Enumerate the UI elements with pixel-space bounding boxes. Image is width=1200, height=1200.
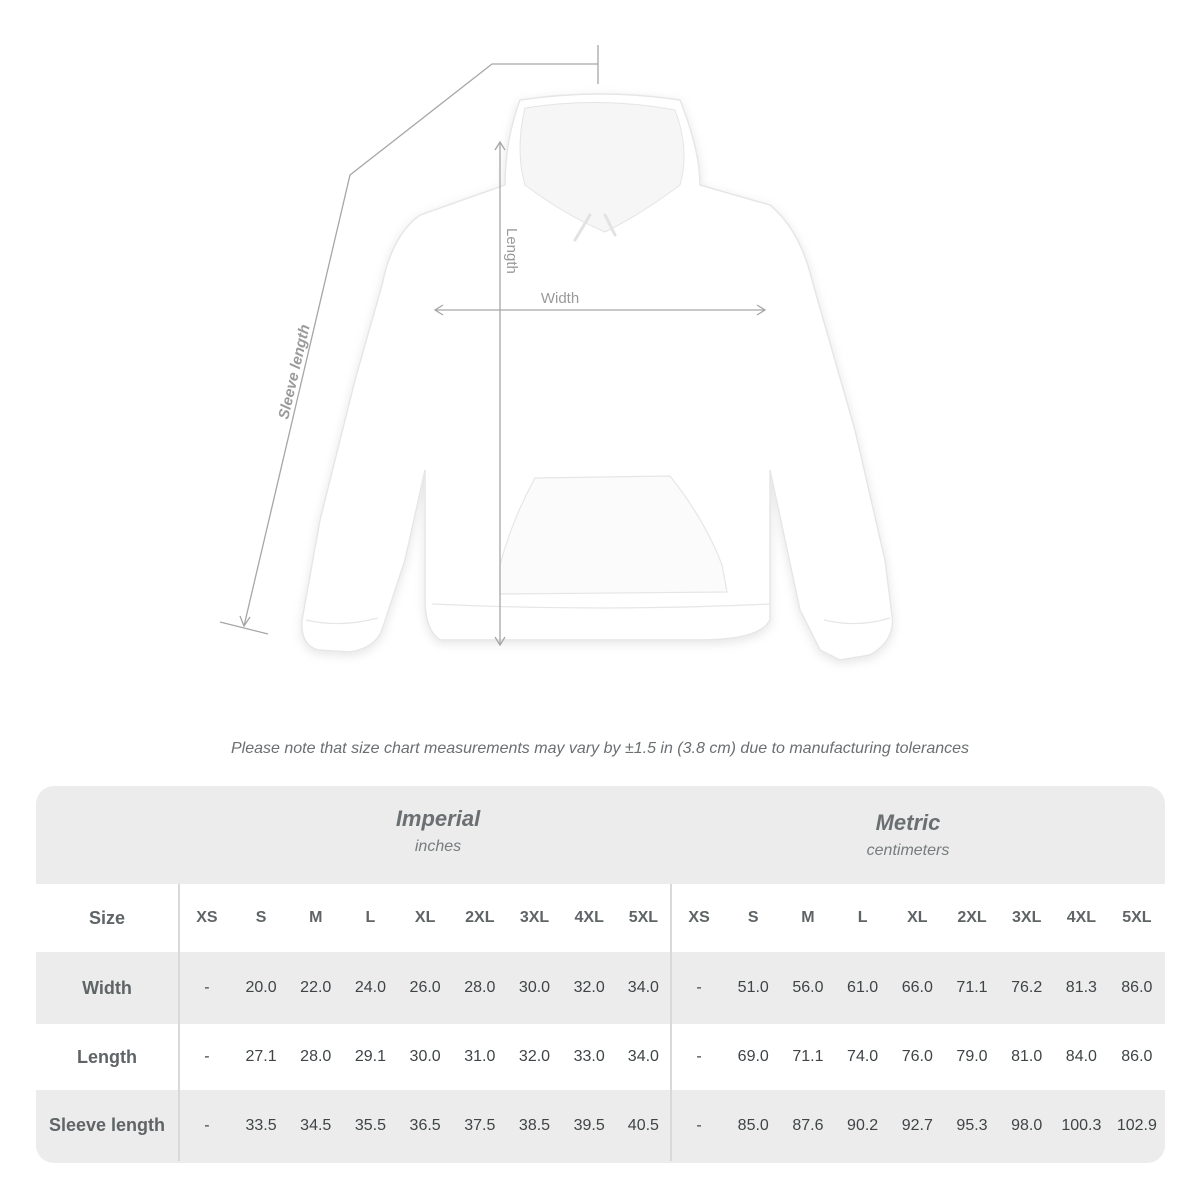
- width-imperial-value: 22.0: [288, 952, 343, 1024]
- width-row-label: Width: [36, 952, 179, 1024]
- length-metric-value: 79.0: [945, 1024, 1000, 1090]
- imperial-size-xs: XS: [179, 884, 234, 952]
- sleeve-length-metric-value: 100.3: [1054, 1090, 1109, 1161]
- sleeve-length-imperial-value: 39.5: [562, 1090, 617, 1161]
- metric-size-5xl: 5XL: [1109, 884, 1165, 952]
- table-row: [36, 1024, 1165, 1090]
- length-metric-value: 76.0: [890, 1024, 945, 1090]
- imperial-size-4xl: 4XL: [562, 884, 617, 952]
- sleeve-length-metric-value: 87.6: [781, 1090, 836, 1161]
- sleeve-length-imperial-value: 34.5: [288, 1090, 343, 1161]
- width-metric-value: 76.2: [999, 952, 1054, 1024]
- width-imperial-value: 24.0: [343, 952, 398, 1024]
- metric-size-s: S: [726, 884, 781, 952]
- metric-header: [648, 786, 1165, 884]
- metric-size-3xl: 3XL: [999, 884, 1054, 952]
- imperial-size-l: L: [343, 884, 398, 952]
- width-metric-value: -: [671, 952, 726, 1024]
- metric-size-4xl: 4XL: [1054, 884, 1109, 952]
- metric-size-xl: XL: [890, 884, 945, 952]
- width-imperial-value: 26.0: [398, 952, 453, 1024]
- length-metric-value: -: [671, 1024, 726, 1090]
- tolerance-note: Please note that size chart measurements may vary by ±1.5 in (3.8 cm) due to manufacturing tolerances: [230, 740, 970, 757]
- width-imperial-value: -: [179, 952, 234, 1024]
- length-metric-value: 74.0: [835, 1024, 890, 1090]
- width-metric-value: 81.3: [1054, 952, 1109, 1024]
- length-imperial-value: 33.0: [562, 1024, 617, 1090]
- size-table: [36, 884, 1165, 1161]
- imperial-unit: inches: [414, 838, 462, 855]
- metric-size-2xl: 2XL: [945, 884, 1000, 952]
- length-imperial-value: 31.0: [452, 1024, 507, 1090]
- length-imperial-value: 32.0: [507, 1024, 562, 1090]
- sleeve-length-imperial-value: -: [179, 1090, 234, 1161]
- sleeve-length-metric-value: 90.2: [835, 1090, 890, 1161]
- sleeve-length-imperial-value: 33.5: [234, 1090, 289, 1161]
- imperial-size-s: S: [234, 884, 289, 952]
- imperial-title: Imperial: [395, 806, 481, 831]
- length-row-label: Length: [36, 1024, 179, 1090]
- sleeve-length-metric-value: 85.0: [726, 1090, 781, 1161]
- size-header-row: [36, 884, 1165, 952]
- width-imperial-value: 34.0: [617, 952, 672, 1024]
- sleeve-length-imperial-value: 40.5: [617, 1090, 672, 1161]
- length-imperial-value: 34.0: [617, 1024, 672, 1090]
- imperial-size-m: M: [288, 884, 343, 952]
- sleeve-length-metric-value: 92.7: [890, 1090, 945, 1161]
- length-imperial-value: 29.1: [343, 1024, 398, 1090]
- length-label: Length: [503, 228, 520, 274]
- sleeve-length-imperial-value: 35.5: [343, 1090, 398, 1161]
- width-metric-value: 61.0: [835, 952, 890, 1024]
- length-metric-value: 81.0: [999, 1024, 1054, 1090]
- width-metric-value: 51.0: [726, 952, 781, 1024]
- imperial-header: [178, 786, 698, 884]
- length-imperial-value: 30.0: [398, 1024, 453, 1090]
- sleeve-length-metric-value: 98.0: [999, 1090, 1054, 1161]
- imperial-size-2xl: 2XL: [452, 884, 507, 952]
- imperial-size-5xl: 5XL: [617, 884, 672, 952]
- imperial-size-3xl: 3XL: [507, 884, 562, 952]
- metric-unit: centimeters: [866, 842, 950, 859]
- sleeve-length-metric-value: 102.9: [1109, 1090, 1165, 1161]
- hoodie: [302, 94, 893, 660]
- length-metric-value: 86.0: [1109, 1024, 1165, 1090]
- sleeve-length-imperial-value: 36.5: [398, 1090, 453, 1161]
- imperial-size-xl: XL: [398, 884, 453, 952]
- sleeve-length-metric-value: 95.3: [945, 1090, 1000, 1161]
- metric-size-m: M: [781, 884, 836, 952]
- table-row: [36, 952, 1165, 1024]
- width-metric-value: 86.0: [1109, 952, 1165, 1024]
- sleeve-length-imperial-value: 37.5: [452, 1090, 507, 1161]
- table-row: [36, 1090, 1165, 1161]
- sleeve-length-metric-value: -: [671, 1090, 726, 1161]
- width-metric-value: 56.0: [781, 952, 836, 1024]
- sleeve-length-label: Sleeve length: [275, 322, 314, 421]
- length-imperial-value: -: [179, 1024, 234, 1090]
- metric-size-l: L: [835, 884, 890, 952]
- width-metric-value: 66.0: [890, 952, 945, 1024]
- metric-size-xs: XS: [671, 884, 726, 952]
- length-imperial-value: 28.0: [288, 1024, 343, 1090]
- sleeve-length-imperial-value: 38.5: [507, 1090, 562, 1161]
- length-metric-value: 84.0: [1054, 1024, 1109, 1090]
- size-header-label: Size: [36, 884, 179, 952]
- length-metric-value: 69.0: [726, 1024, 781, 1090]
- width-imperial-value: 30.0: [507, 952, 562, 1024]
- width-imperial-value: 20.0: [234, 952, 289, 1024]
- sleeve-length-row-label: Sleeve length: [36, 1090, 179, 1161]
- width-imperial-value: 32.0: [562, 952, 617, 1024]
- width-metric-value: 71.1: [945, 952, 1000, 1024]
- size-chart: [36, 786, 1165, 1163]
- length-metric-value: 71.1: [781, 1024, 836, 1090]
- width-imperial-value: 28.0: [452, 952, 507, 1024]
- width-label: Width: [540, 290, 580, 307]
- metric-title: Metric: [875, 810, 941, 835]
- length-imperial-value: 27.1: [234, 1024, 289, 1090]
